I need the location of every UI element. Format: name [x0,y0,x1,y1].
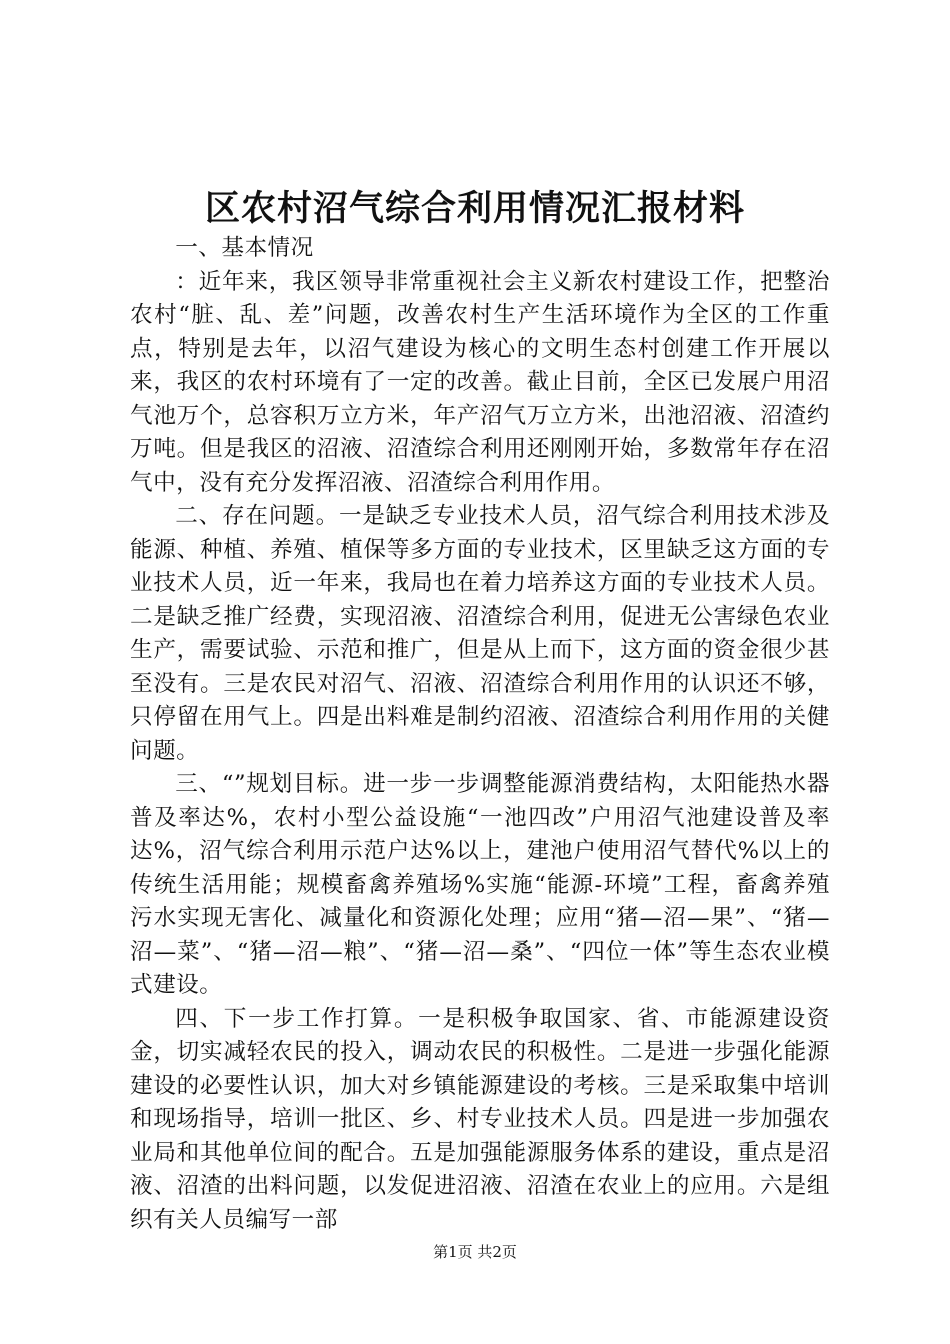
paragraph-basic-situation: ：近年来，我区领导非常重视社会主义新农村建设工作，把整治农村“脏、乱、差”问题，改善农村生产生活环境作为全区的工作重点，特别是去年，以沼气建设为核心的文明生态村创建工作开展以来，我区的农村环境有了一定的改善。截止目前，全区已发展户用沼气池万个，总容积万立方米，年产沼气万立方米，出池沼液、沼渣约万吨。但是我区的沼液、沼渣综合利用还刚刚开始，多数常年存在沼气中，没有充分发挥沼液、沼渣综合利用作用。 [130,268,830,496]
paragraph-planning-goals: 三、“”规划目标。进一步一步调整能源消费结构，太阳能热水器普及率达%，农村小型公益设施“一池四改”户用沼气池建设普及率达%，沼气综合利用示范户达%以上，建池户使用沼气替代%以上的传统生活用能；规模畜禽养殖场%实施“能源-环境”工程，畜禽养殖污水实现无害化、减量化和资源化处理；应用“猪—沼—果”、“猪—沼—菜”、“猪—沼—粮”、“猪—沼—桑”、“四位一体”等生态农业模式建设。 [130,771,830,998]
paragraph-problems: 二、存在问题。一是缺乏专业技术人员，沼气综合利用技术涉及能源、种植、养殖、植保等多方面的专业技术，区里缺乏这方面的专业技术人员，近一年来，我局也在着力培养这方面的专业技术人员。二是缺乏推广经费，实现沼液、沼渣综合利用，促进无公害绿色农业生产，需要试验、示范和推广，但是从上而下，这方面的资金很少甚至没有。三是农民对沼气、沼液、沼渣综合利用作用的认识还不够，只停留在用气上。四是出料难是制约沼液、沼渣综合利用作用的关健问题。 [130,503,830,764]
section-heading-basic: 一、基本情况 [175,235,314,261]
paragraph-next-steps: 四、下一步工作打算。一是积极争取国家、省、市能源建设资金，切实减轻农民的投入，调动农民的积极性。二是进一步强化能源建设的必要性认识，加大对乡镇能源建设的考核。三是采取集中培训和现场指导，培训一批区、乡、村专业技术人员。四是进一步加强农业局和其他单位间的配合。五是加强能源服务体系的建设，重点是沼液、沼渣的出料问题，以发促进沼液、沼渣在农业上的应用。六是组织有关人员编写一部 [130,1005,830,1233]
page-footer: 第1页 共2页 [433,1243,517,1261]
document-title: 区农村沼气综合利用情况汇报材料 [204,188,745,229]
document-body [130,232,830,1237]
